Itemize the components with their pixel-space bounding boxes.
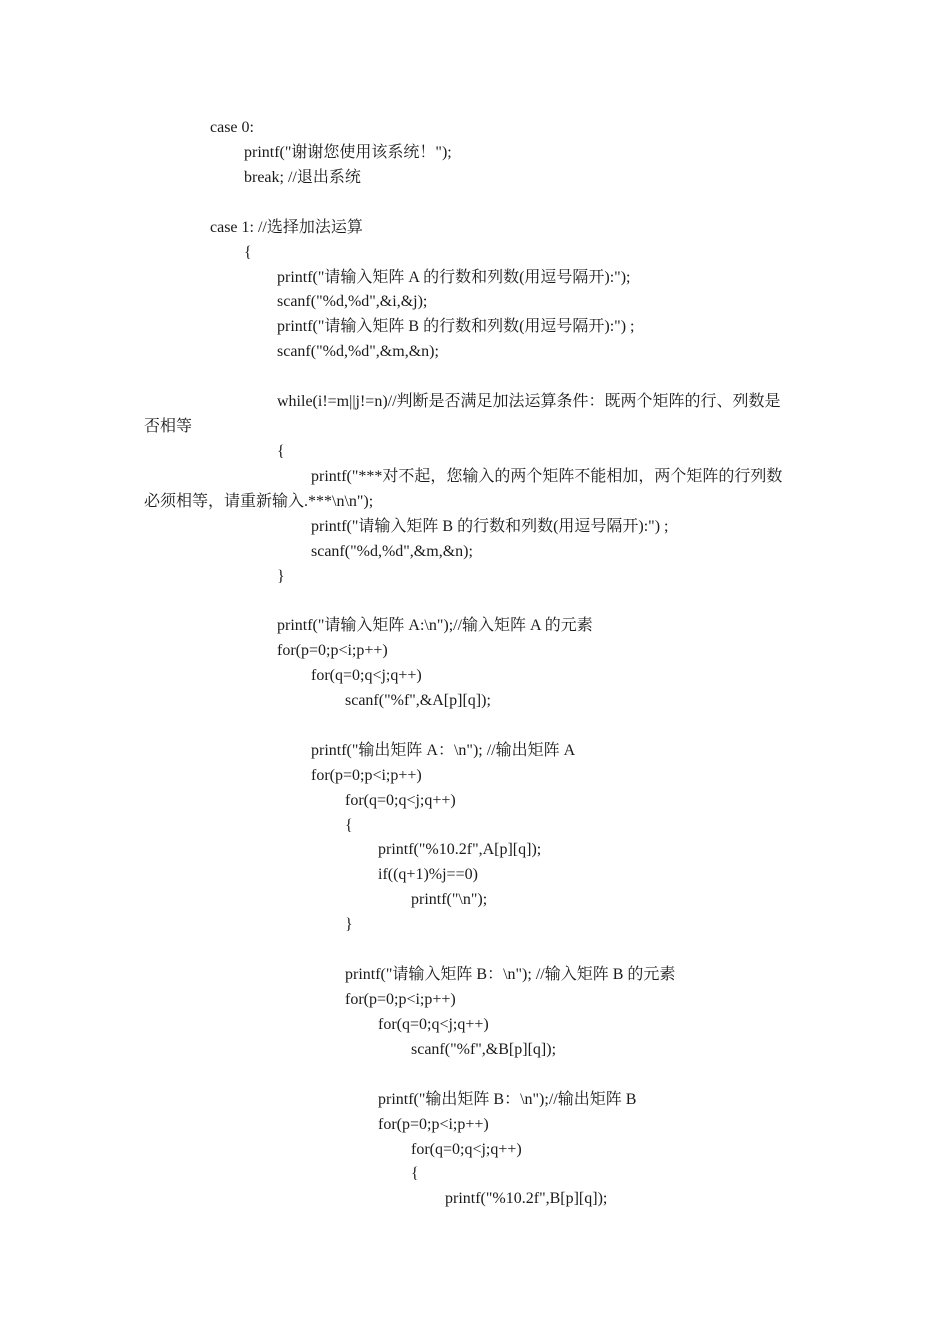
code-line: { [411,1165,419,1182]
code-line: 否相等 [144,418,193,435]
code-line: scanf("%d,%d",&m,&n); [311,543,473,560]
code-line: while(i!=m||j!=n)//判断是否满足加法运算条件：既两个矩阵的行、列数是 [277,393,781,410]
code-line: case 0: [210,119,254,136]
code-line: { [244,244,252,261]
code-line: case 1: //选择加法运算 [210,219,363,236]
code-line: printf("谢谢您使用该系统！"); [244,144,452,161]
code-line: { [345,817,353,834]
code-line: printf("请输入矩阵 A 的行数和列数(用逗号隔开):"); [277,269,631,286]
code-line: for(q=0;q<j;q++) [378,1016,489,1033]
code-line: printf("%10.2f",A[p][q]); [378,841,542,858]
code-line: printf("请输入矩阵 B：\n"); //输入矩阵 B 的元素 [345,966,676,983]
code-line: scanf("%d,%d",&i,&j); [277,293,428,310]
code-line: } [277,568,285,585]
code-line: if((q+1)%j==0) [378,866,478,883]
code-line: break; //退出系统 [244,169,361,186]
code-line: printf("***对不起，您输入的两个矩阵不能相加，两个矩阵的行列数 [311,468,783,485]
code-line: printf("请输入矩阵 A:\n");//输入矩阵 A 的元素 [277,617,593,634]
code-line: printf("输出矩阵 A：\n"); //输出矩阵 A [311,742,576,759]
code-line: } [345,916,353,933]
code-line: 必须相等，请重新输入.***\n\n"); [144,493,374,510]
code-line: for(p=0;p<i;p++) [345,991,456,1008]
code-line: printf("%10.2f",B[p][q]); [445,1190,608,1207]
code-line: printf("输出矩阵 B：\n");//输出矩阵 B [378,1091,637,1108]
code-line: printf("\n"); [411,891,488,908]
code-line: { [277,443,285,460]
code-line: for(p=0;p<i;p++) [311,767,422,784]
code-line: printf("请输入矩阵 B 的行数和列数(用逗号隔开):") ; [311,518,669,535]
code-line: for(q=0;q<j;q++) [311,667,422,684]
code-line: scanf("%f",&B[p][q]); [411,1041,557,1058]
code-line: for(p=0;p<i;p++) [277,642,388,659]
code-line: printf("请输入矩阵 B 的行数和列数(用逗号隔开):") ; [277,318,635,335]
code-line: for(q=0;q<j;q++) [411,1141,522,1158]
code-line: scanf("%d,%d",&m,&n); [277,343,439,360]
code-line: for(q=0;q<j;q++) [345,792,456,809]
code-line: scanf("%f",&A[p][q]); [345,692,491,709]
code-line: for(p=0;p<i;p++) [378,1116,489,1133]
